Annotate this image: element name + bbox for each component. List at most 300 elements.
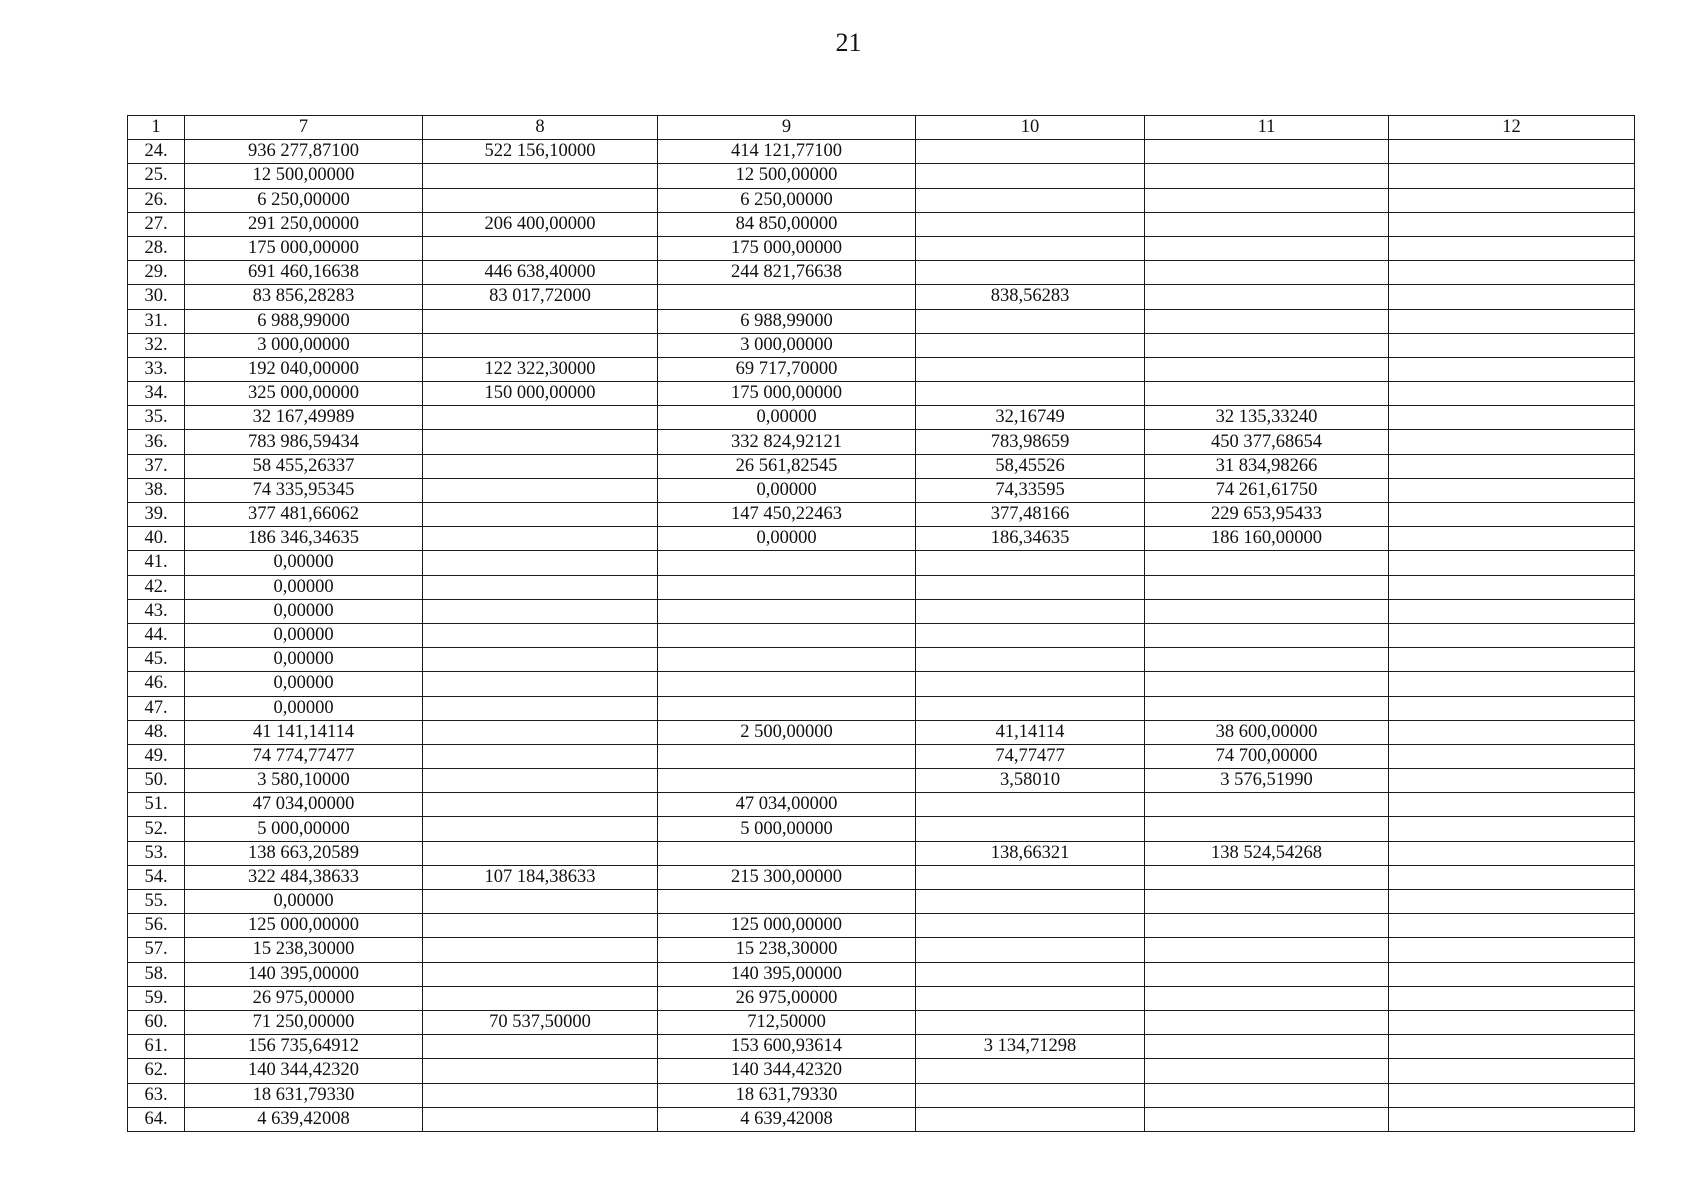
table-row	[128, 1107, 1635, 1131]
table-cell	[423, 769, 658, 793]
table-cell: 15 238,30000	[658, 938, 916, 962]
table-cell	[1145, 236, 1389, 260]
table-row	[128, 986, 1635, 1010]
row-number-cell: 33.	[128, 357, 185, 381]
table-cell: 83 856,28283	[185, 285, 423, 309]
table-row	[128, 357, 1635, 381]
table-cell	[1389, 623, 1635, 647]
row-number-cell: 61.	[128, 1035, 185, 1059]
table-cell	[658, 672, 916, 696]
table-row	[128, 914, 1635, 938]
table-cell	[1145, 914, 1389, 938]
table-cell	[1389, 261, 1635, 285]
table-cell	[658, 744, 916, 768]
table-cell	[1145, 1083, 1389, 1107]
table-cell	[916, 648, 1145, 672]
table-cell	[423, 817, 658, 841]
table-cell	[916, 164, 1145, 188]
table-cell	[1145, 793, 1389, 817]
table-cell	[1145, 962, 1389, 986]
table-cell	[916, 865, 1145, 889]
table-row	[128, 406, 1635, 430]
table-row	[128, 865, 1635, 889]
table-cell	[1145, 817, 1389, 841]
table-row	[128, 938, 1635, 962]
table-row	[128, 527, 1635, 551]
table-cell	[1145, 672, 1389, 696]
table-cell: 6 250,00000	[658, 188, 916, 212]
table-cell	[1389, 986, 1635, 1010]
table-cell: 4 639,42008	[185, 1107, 423, 1131]
table-cell: 18 631,79330	[658, 1083, 916, 1107]
table-row	[128, 793, 1635, 817]
table-cell: 74,77477	[916, 744, 1145, 768]
table-cell: 322 484,38633	[185, 865, 423, 889]
table-cell	[1145, 1107, 1389, 1131]
table-cell	[1389, 164, 1635, 188]
row-number-cell: 24.	[128, 140, 185, 164]
table-cell	[1389, 938, 1635, 962]
table-cell	[1145, 164, 1389, 188]
header-row	[128, 116, 1635, 140]
table-cell	[1389, 1059, 1635, 1083]
table-row	[128, 309, 1635, 333]
table-cell	[916, 188, 1145, 212]
row-number-cell: 30.	[128, 285, 185, 309]
table-cell: 175 000,00000	[658, 382, 916, 406]
table-cell: 41,14114	[916, 720, 1145, 744]
table-cell	[1145, 188, 1389, 212]
table-cell	[1389, 140, 1635, 164]
table-cell: 138 663,20589	[185, 841, 423, 865]
table-cell	[1389, 285, 1635, 309]
table-cell	[1389, 865, 1635, 889]
table-row	[128, 164, 1635, 188]
table-row	[128, 962, 1635, 986]
table-body	[128, 140, 1635, 1132]
row-number-cell: 56.	[128, 914, 185, 938]
table-cell	[423, 1035, 658, 1059]
table-cell	[423, 914, 658, 938]
table-cell: 125 000,00000	[658, 914, 916, 938]
table-cell: 936 277,87100	[185, 140, 423, 164]
table-row	[128, 817, 1635, 841]
row-number-cell: 44.	[128, 623, 185, 647]
table-cell	[916, 236, 1145, 260]
table-cell	[1389, 527, 1635, 551]
table-cell: 31 834,98266	[1145, 454, 1389, 478]
table-cell	[1389, 769, 1635, 793]
table-cell: 244 821,76638	[658, 261, 916, 285]
table-cell	[916, 817, 1145, 841]
table-cell	[423, 454, 658, 478]
table-cell: 0,00000	[185, 672, 423, 696]
table-cell	[916, 890, 1145, 914]
table-cell	[1145, 865, 1389, 889]
table-cell	[658, 623, 916, 647]
row-number-cell: 26.	[128, 188, 185, 212]
table-cell: 140 395,00000	[658, 962, 916, 986]
table-cell	[1145, 890, 1389, 914]
table-cell	[1389, 188, 1635, 212]
table-row	[128, 478, 1635, 502]
table-cell	[916, 212, 1145, 236]
table-row	[128, 503, 1635, 527]
table-cell	[916, 986, 1145, 1010]
table-cell: 71 250,00000	[185, 1010, 423, 1034]
column-header: 12	[1389, 116, 1635, 140]
table-cell: 83 017,72000	[423, 285, 658, 309]
table-cell	[1145, 261, 1389, 285]
table-cell: 74 335,95345	[185, 478, 423, 502]
table-cell: 26 561,82545	[658, 454, 916, 478]
table-cell	[916, 309, 1145, 333]
table-cell	[916, 793, 1145, 817]
table-cell: 5 000,00000	[185, 817, 423, 841]
column-header: 10	[916, 116, 1145, 140]
table-cell: 0,00000	[185, 575, 423, 599]
table-cell	[1389, 478, 1635, 502]
table-cell	[916, 382, 1145, 406]
table-cell	[658, 599, 916, 623]
table-cell	[658, 841, 916, 865]
table-cell: 140 344,42320	[658, 1059, 916, 1083]
table-cell	[1389, 793, 1635, 817]
table-cell	[423, 672, 658, 696]
row-number-cell: 62.	[128, 1059, 185, 1083]
table-cell: 12 500,00000	[658, 164, 916, 188]
table-row	[128, 696, 1635, 720]
table-cell	[423, 164, 658, 188]
table-row	[128, 1035, 1635, 1059]
table-cell: 291 250,00000	[185, 212, 423, 236]
table-row	[128, 333, 1635, 357]
table-cell	[423, 696, 658, 720]
row-number-cell: 64.	[128, 1107, 185, 1131]
table-cell	[1389, 309, 1635, 333]
row-number-cell: 51.	[128, 793, 185, 817]
table-cell	[1389, 744, 1635, 768]
table-cell	[916, 575, 1145, 599]
table-row	[128, 454, 1635, 478]
table-cell: 0,00000	[185, 551, 423, 575]
table-cell: 186,34635	[916, 527, 1145, 551]
table-cell: 691 460,16638	[185, 261, 423, 285]
table-cell: 74 261,61750	[1145, 478, 1389, 502]
row-number-cell: 42.	[128, 575, 185, 599]
table-cell: 0,00000	[185, 648, 423, 672]
table-cell	[1145, 382, 1389, 406]
table-cell	[423, 478, 658, 502]
table-cell	[1389, 454, 1635, 478]
table-row	[128, 382, 1635, 406]
table-cell: 3 576,51990	[1145, 769, 1389, 793]
page-number: 21	[835, 28, 862, 57]
table-cell: 150 000,00000	[423, 382, 658, 406]
table-cell	[423, 503, 658, 527]
column-header: 9	[658, 116, 916, 140]
table-cell	[423, 188, 658, 212]
table-cell: 74,33595	[916, 478, 1145, 502]
row-number-cell: 50.	[128, 769, 185, 793]
table-header	[128, 116, 1635, 140]
row-number-cell: 54.	[128, 865, 185, 889]
table-cell	[1145, 357, 1389, 381]
table-cell: 47 034,00000	[185, 793, 423, 817]
table-row	[128, 140, 1635, 164]
table-cell	[1145, 623, 1389, 647]
table-cell: 186 346,34635	[185, 527, 423, 551]
table-cell: 74 700,00000	[1145, 744, 1389, 768]
table-row	[128, 261, 1635, 285]
table-cell: 522 156,10000	[423, 140, 658, 164]
table-row	[128, 744, 1635, 768]
table-cell	[1389, 696, 1635, 720]
table-cell	[916, 551, 1145, 575]
table-cell	[1389, 599, 1635, 623]
table-cell	[1389, 406, 1635, 430]
table-cell: 0,00000	[185, 599, 423, 623]
table-cell	[1389, 382, 1635, 406]
table-cell: 3 580,10000	[185, 769, 423, 793]
row-number-cell: 34.	[128, 382, 185, 406]
table-cell	[423, 938, 658, 962]
row-number-cell: 49.	[128, 744, 185, 768]
table-cell	[1145, 1059, 1389, 1083]
table-cell: 6 988,99000	[185, 309, 423, 333]
table-cell: 15 238,30000	[185, 938, 423, 962]
table-cell: 0,00000	[185, 696, 423, 720]
row-number-cell: 58.	[128, 962, 185, 986]
table-cell	[423, 648, 658, 672]
table-cell	[658, 890, 916, 914]
table-cell: 3 000,00000	[658, 333, 916, 357]
table-cell	[916, 696, 1145, 720]
table-cell: 138,66321	[916, 841, 1145, 865]
table-cell	[1389, 1083, 1635, 1107]
table-cell	[423, 720, 658, 744]
table-cell: 377,48166	[916, 503, 1145, 527]
table-cell	[423, 333, 658, 357]
table-row	[128, 599, 1635, 623]
table-cell	[658, 575, 916, 599]
table-cell: 0,00000	[658, 406, 916, 430]
table-cell	[1145, 309, 1389, 333]
table-cell: 192 040,00000	[185, 357, 423, 381]
table-cell	[1389, 1107, 1635, 1131]
table-cell	[1145, 1010, 1389, 1034]
table-row	[128, 672, 1635, 696]
table-cell	[423, 527, 658, 551]
table-cell: 712,50000	[658, 1010, 916, 1034]
table-cell: 2 500,00000	[658, 720, 916, 744]
table-cell	[423, 1107, 658, 1131]
table-cell: 26 975,00000	[185, 986, 423, 1010]
row-number-cell: 63.	[128, 1083, 185, 1107]
table-cell: 325 000,00000	[185, 382, 423, 406]
row-number-cell: 40.	[128, 527, 185, 551]
table-cell: 140 395,00000	[185, 962, 423, 986]
table-cell: 47 034,00000	[658, 793, 916, 817]
table-cell: 140 344,42320	[185, 1059, 423, 1083]
table-cell	[1145, 575, 1389, 599]
row-number-cell: 46.	[128, 672, 185, 696]
table-cell	[916, 623, 1145, 647]
row-number-cell: 28.	[128, 236, 185, 260]
row-number-cell: 52.	[128, 817, 185, 841]
table-row	[128, 1010, 1635, 1034]
row-number-cell: 29.	[128, 261, 185, 285]
row-number-cell: 45.	[128, 648, 185, 672]
table-cell	[1145, 285, 1389, 309]
table-row	[128, 1083, 1635, 1107]
table-cell	[423, 430, 658, 454]
table-cell: 70 537,50000	[423, 1010, 658, 1034]
table-cell	[1145, 212, 1389, 236]
table-cell: 215 300,00000	[658, 865, 916, 889]
table-cell	[916, 1010, 1145, 1034]
table-cell	[1389, 575, 1635, 599]
table-cell: 18 631,79330	[185, 1083, 423, 1107]
table-cell	[1389, 430, 1635, 454]
table-cell: 38 600,00000	[1145, 720, 1389, 744]
table-cell	[1389, 503, 1635, 527]
table-cell: 32 167,49989	[185, 406, 423, 430]
table-cell	[916, 333, 1145, 357]
table-cell: 26 975,00000	[658, 986, 916, 1010]
table-cell	[916, 914, 1145, 938]
table-cell	[423, 599, 658, 623]
table-cell: 5 000,00000	[658, 817, 916, 841]
table-cell	[423, 962, 658, 986]
table-cell	[1389, 720, 1635, 744]
table-cell: 6 250,00000	[185, 188, 423, 212]
table-cell	[916, 938, 1145, 962]
table-cell: 125 000,00000	[185, 914, 423, 938]
table-cell	[1389, 1035, 1635, 1059]
table-cell	[423, 236, 658, 260]
table-row	[128, 841, 1635, 865]
table-row	[128, 551, 1635, 575]
table-cell: 0,00000	[658, 478, 916, 502]
table-row	[128, 769, 1635, 793]
row-number-cell: 37.	[128, 454, 185, 478]
table-cell	[1145, 648, 1389, 672]
table-cell: 0,00000	[185, 890, 423, 914]
table-cell	[1389, 212, 1635, 236]
row-number-cell: 48.	[128, 720, 185, 744]
table-cell	[658, 551, 916, 575]
table-cell: 186 160,00000	[1145, 527, 1389, 551]
data-table	[127, 115, 1635, 1132]
table-cell: 414 121,77100	[658, 140, 916, 164]
table-cell	[1389, 817, 1635, 841]
table-cell: 783,98659	[916, 430, 1145, 454]
row-number-cell: 27.	[128, 212, 185, 236]
table-cell	[423, 986, 658, 1010]
table-cell: 175 000,00000	[185, 236, 423, 260]
table-cell	[1389, 236, 1635, 260]
table-cell	[1145, 696, 1389, 720]
table-cell	[916, 261, 1145, 285]
table-cell	[1145, 599, 1389, 623]
table-cell	[1145, 938, 1389, 962]
column-header: 1	[128, 116, 185, 140]
table-cell	[423, 744, 658, 768]
table-row	[128, 648, 1635, 672]
table-cell: 446 638,40000	[423, 261, 658, 285]
row-number-cell: 32.	[128, 333, 185, 357]
table-cell	[1145, 333, 1389, 357]
table-cell: 156 735,64912	[185, 1035, 423, 1059]
table-cell	[1389, 890, 1635, 914]
table-cell	[1389, 1010, 1635, 1034]
table-row	[128, 285, 1635, 309]
table-cell	[1389, 333, 1635, 357]
table-cell: 229 653,95433	[1145, 503, 1389, 527]
table-cell	[1145, 1035, 1389, 1059]
table-cell	[423, 1083, 658, 1107]
table-cell: 0,00000	[185, 623, 423, 647]
table-cell: 147 450,22463	[658, 503, 916, 527]
table-cell: 3 134,71298	[916, 1035, 1145, 1059]
table-row	[128, 1059, 1635, 1083]
row-number-cell: 39.	[128, 503, 185, 527]
table-cell: 6 988,99000	[658, 309, 916, 333]
table-cell	[1145, 551, 1389, 575]
row-number-cell: 43.	[128, 599, 185, 623]
table-cell	[423, 890, 658, 914]
table-cell: 3 000,00000	[185, 333, 423, 357]
column-header: 7	[185, 116, 423, 140]
table-cell: 783 986,59434	[185, 430, 423, 454]
table-row	[128, 188, 1635, 212]
table-cell	[423, 1059, 658, 1083]
table-cell: 332 824,92121	[658, 430, 916, 454]
row-number-cell: 41.	[128, 551, 185, 575]
table-cell: 0,00000	[658, 527, 916, 551]
table-cell	[1389, 962, 1635, 986]
row-number-cell: 60.	[128, 1010, 185, 1034]
row-number-cell: 38.	[128, 478, 185, 502]
table-row	[128, 212, 1635, 236]
table-cell	[1389, 551, 1635, 575]
table-cell	[658, 285, 916, 309]
table-cell: 206 400,00000	[423, 212, 658, 236]
table-cell	[423, 575, 658, 599]
table-cell	[658, 696, 916, 720]
table-row	[128, 720, 1635, 744]
row-number-cell: 47.	[128, 696, 185, 720]
row-number-cell: 57.	[128, 938, 185, 962]
table-cell	[916, 672, 1145, 696]
table-cell	[1145, 986, 1389, 1010]
table-cell: 107 184,38633	[423, 865, 658, 889]
table-row	[128, 890, 1635, 914]
table-cell: 58,45526	[916, 454, 1145, 478]
row-number-cell: 36.	[128, 430, 185, 454]
table-cell: 175 000,00000	[658, 236, 916, 260]
table-cell: 84 850,00000	[658, 212, 916, 236]
table-row	[128, 623, 1635, 647]
table-cell: 74 774,77477	[185, 744, 423, 768]
row-number-cell: 35.	[128, 406, 185, 430]
table-cell	[423, 309, 658, 333]
table-row	[128, 430, 1635, 454]
table-cell: 69 717,70000	[658, 357, 916, 381]
table-cell	[423, 841, 658, 865]
table-cell	[1389, 914, 1635, 938]
